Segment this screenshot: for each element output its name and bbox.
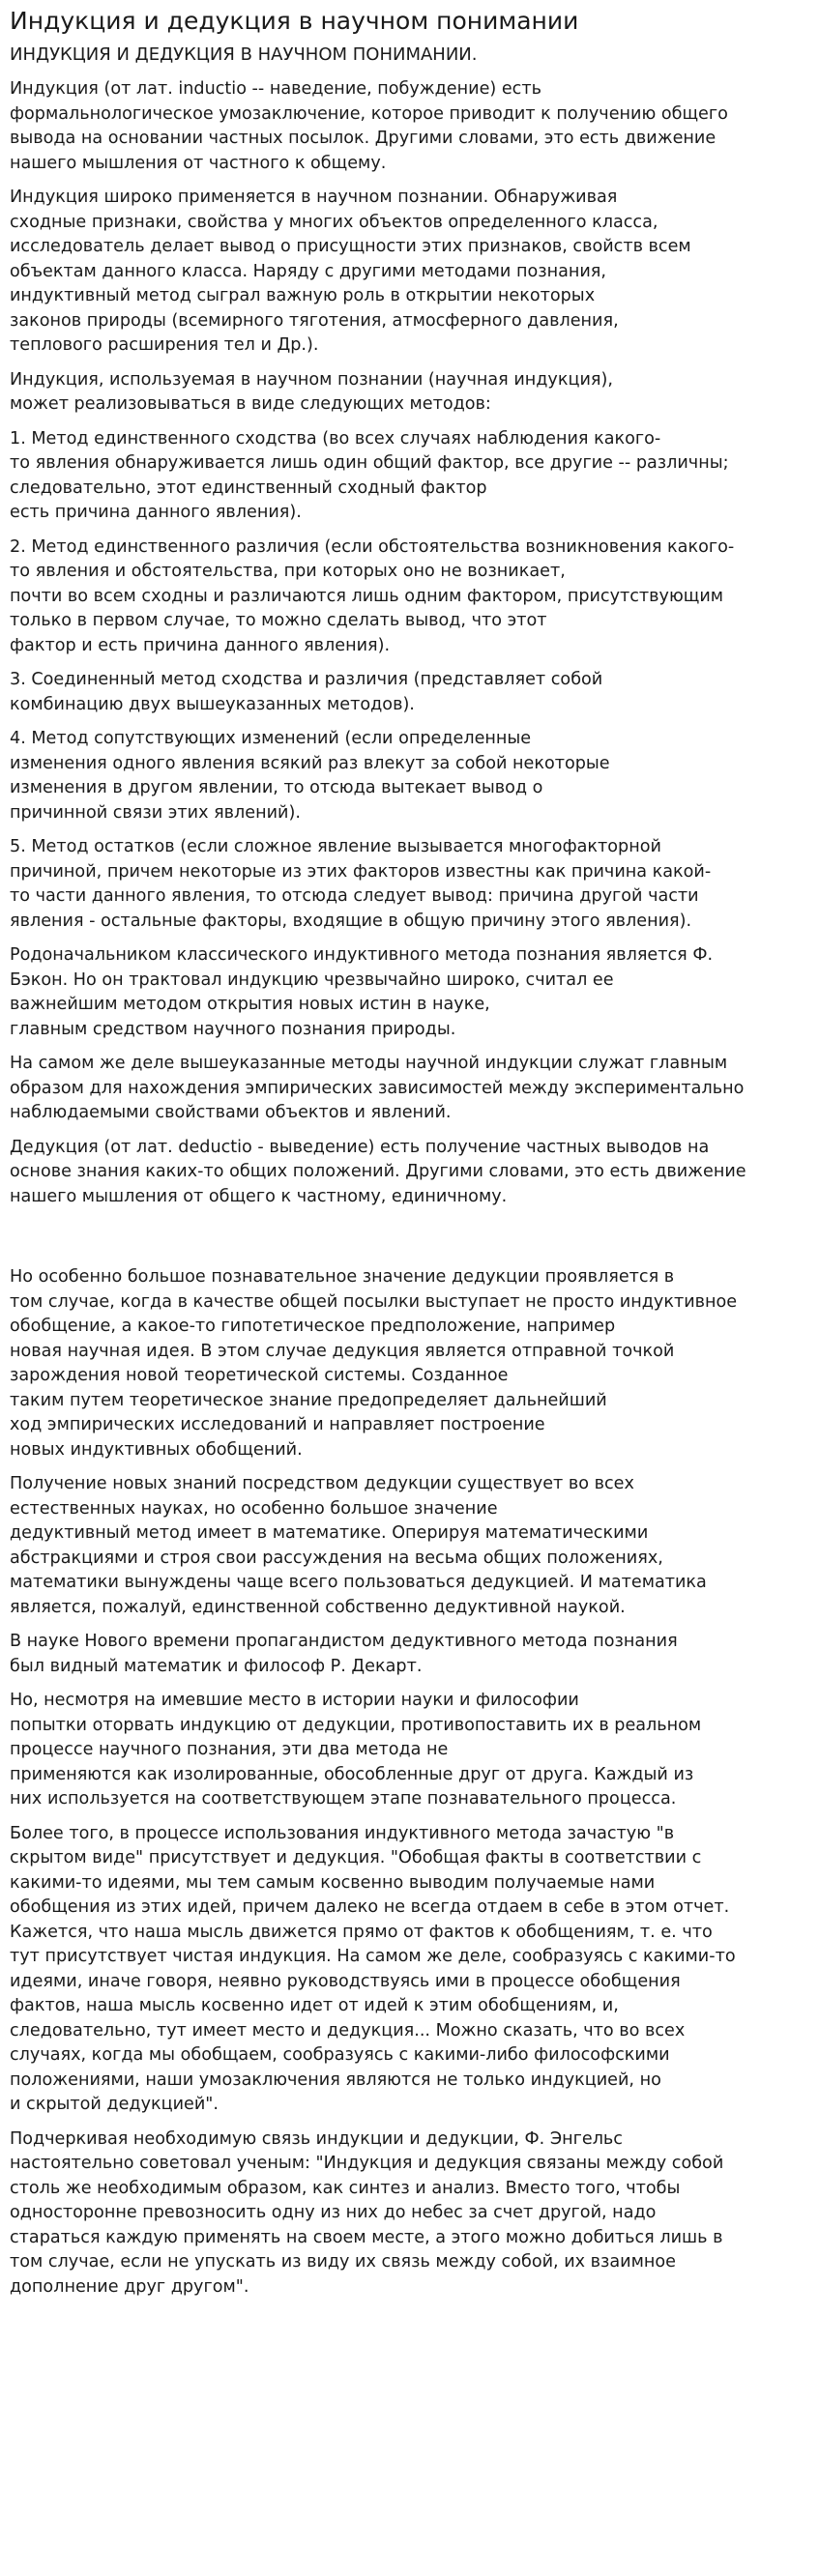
paragraph-deduction-definition: Дедукция (от лат. deductio - выведение) есть получение частных выводов на основе знания каких-то общих положений. Другими словами, это есть движение нашего мышления от общего к частному, единичному.: [10, 1137, 746, 1206]
paragraph-induction-definition: Индукция (от лат. inductio -- наведение, побуждение) есть формальнологическое умозаключение, которое приводит к получению общего вывода на основании частных посылок. Другими словами, это есть движение нашего мышления от частного к общему.: [10, 79, 728, 173]
paragraph-bacon: Родоначальником классического индуктивного метода познания является Ф. Бэкон. Но он трактовал индукцию чрезвычайно широко, считал ее важнейшим методом открытия новых истин в науке, главным средством научного познания природы.: [10, 945, 714, 1039]
paragraph-engels: Подчеркивая необходимую связь индукции и дедукции, Ф. Энгельс настоятельно советовал ученым: "Индукция и дедукция связаны между собой столь же необходимым образом, как синтез и анализ. Вместо того, чтобы односторонне превозносить одну из них до небес за счет другой, надо стараться каждую применять на своем месте, а этого можно добиться лишь в том случае, если не упускать из виду их связь между собой, их взаимное дополнение друг другом".: [10, 2128, 724, 2297]
paragraph-method-4: 4. Метод сопутствующих изменений (если определенные изменения одного явления всякий раз влекут за собой некоторые изменения в другом явлении, то отсюда вытекает вывод о причинной связи этих явлений).: [10, 729, 610, 823]
page-subtitle: ИНДУКЦИЯ И ДЕДУКЦИЯ В НАУЧНОМ ПОНИМАНИИ.: [10, 44, 478, 65]
paragraph-descartes: В науке Нового времени пропагандистом дедуктивного метода познания был видный математик и философ Р. Декарт.: [10, 1632, 678, 1676]
paragraph-method-5: 5. Метод остатков (если сложное явление вызывается многофакторной причиной, причем некоторые из этих факторов известны как причина какой- то части данного явления, то отсюда следует вывод: причина другой части явления - остальные факторы, входящие в общую причину этого явления).: [10, 837, 712, 931]
paragraph-method-2: 2. Метод единственного различия (если обстоятельства возникновения какого- то явления и обстоятельства, при которых оно не возникает, почти во всем сходны и различаются лишь одним фактором, присутствующим только в первом случае, то можно сделать вывод, что этот фактор и есть причина данного явления).: [10, 536, 735, 655]
paragraph-induction-in-science: Индукция широко применяется в научном познании. Обнаруживая сходные признаки, свойства у многих объектов определенного класса, исследователь делает вывод о присущности этих признаков, свойств всем объектам данного класса. Наряду с другими методами познания, индуктивный метод сыграл важную роль в открытии некоторых законов природы (всемирного тяготения, атмосферного давления, теплового расширения тел и Др.).: [10, 188, 691, 355]
paragraph-scientific-induction: Индукция, используемая в научном познании (научная индукция), может реализовываться в виде следующих методов:: [10, 369, 613, 414]
paragraph-empirical: На самом же деле вышеуказанные методы научной индукции служат главным образом для нахождения эмпирических зависимостей между экспериментально наблюдаемыми свойствами объектов и явлений.: [10, 1054, 745, 1122]
paragraph-method-1: 1. Метод единственного сходства (во всех случаях наблюдения какого- то явления обнаруживается лишь один общий фактор, все другие -- различны; следовательно, этот единственный сходный фактор есть причина данного явления).: [10, 428, 729, 522]
paragraph-method-3: 3. Соединенный метод сходства и различия (представляет собой комбинацию двух вышеуказанных методов).: [10, 670, 603, 714]
paragraph-deduction-math: Получение новых знаний посредством дедукции существует во всех естественных науках, но особенно большое значение дедуктивный метод имеет в математике. Оперируя математическими абстракциями и строя свои рассуждения на весьма общих положениях, математики вынуждены чаще всего пользоваться дедукцией. И математика является, пожалуй, единственной собственно дедуктивной наукой.: [10, 1474, 707, 1617]
paragraph-hidden-deduction: Более того, в процессе использования индуктивного метода зачастую "в скрытом виде" присутствует и дедукция. "Обобщая факты в соответствии с какими-то идеями, мы тем самым косвенно выводим получаемые нами обобщения из этих идей, причем далеко не всегда отдаем в себе в этом отчет. Кажется, что наша мысль движется прямо от фактов к обобщениям, т. е. что тут присутствует чистая индукция. На самом же деле, сообразуясь с какими-то идеями, иначе говоря, неявно руководствуясь ими в процессе обобщения фактов, наша мысль косвенно идет от идей к этим обобщениям, и, следовательно, тут имеет место и дедукция... Можно сказать, что во всех случаях, когда мы обобщаем, сообразуясь с какими-либо философскими положениями, наши умозаключения являются не только индукцией, но и скрытой дедукцией".: [10, 1823, 736, 2114]
paragraph-gap: [10, 1219, 809, 1265]
paragraph-not-isolated: Но, несмотря на имевшие место в истории науки и философии попытки оторвать индукцию от дедукции, противопоставить их в реальном процессе научного познания, эти два метода не применяются как изолированные, обособленные друг от друга. Каждый из них используется на соответствующем этапе познавательного процесса.: [10, 1691, 702, 1809]
page-title: Индукция и дедукция в научном понимании: [10, 7, 579, 35]
paragraph-deduction-value: Но особенно большое познавательное значение дедукции проявляется в том случае, когда в качестве общей посылки выступает не просто индуктивное обобщение, а какое-то гипотетическое предположение, например новая научная идея. В этом случае дедукция является отправной точкой зарождения новой теоретической системы. Созданное таким путем теоретическое знание предопределяет дальнейший ход эмпирических исследований и направляет построение новых индуктивных обобщений.: [10, 1267, 738, 1460]
